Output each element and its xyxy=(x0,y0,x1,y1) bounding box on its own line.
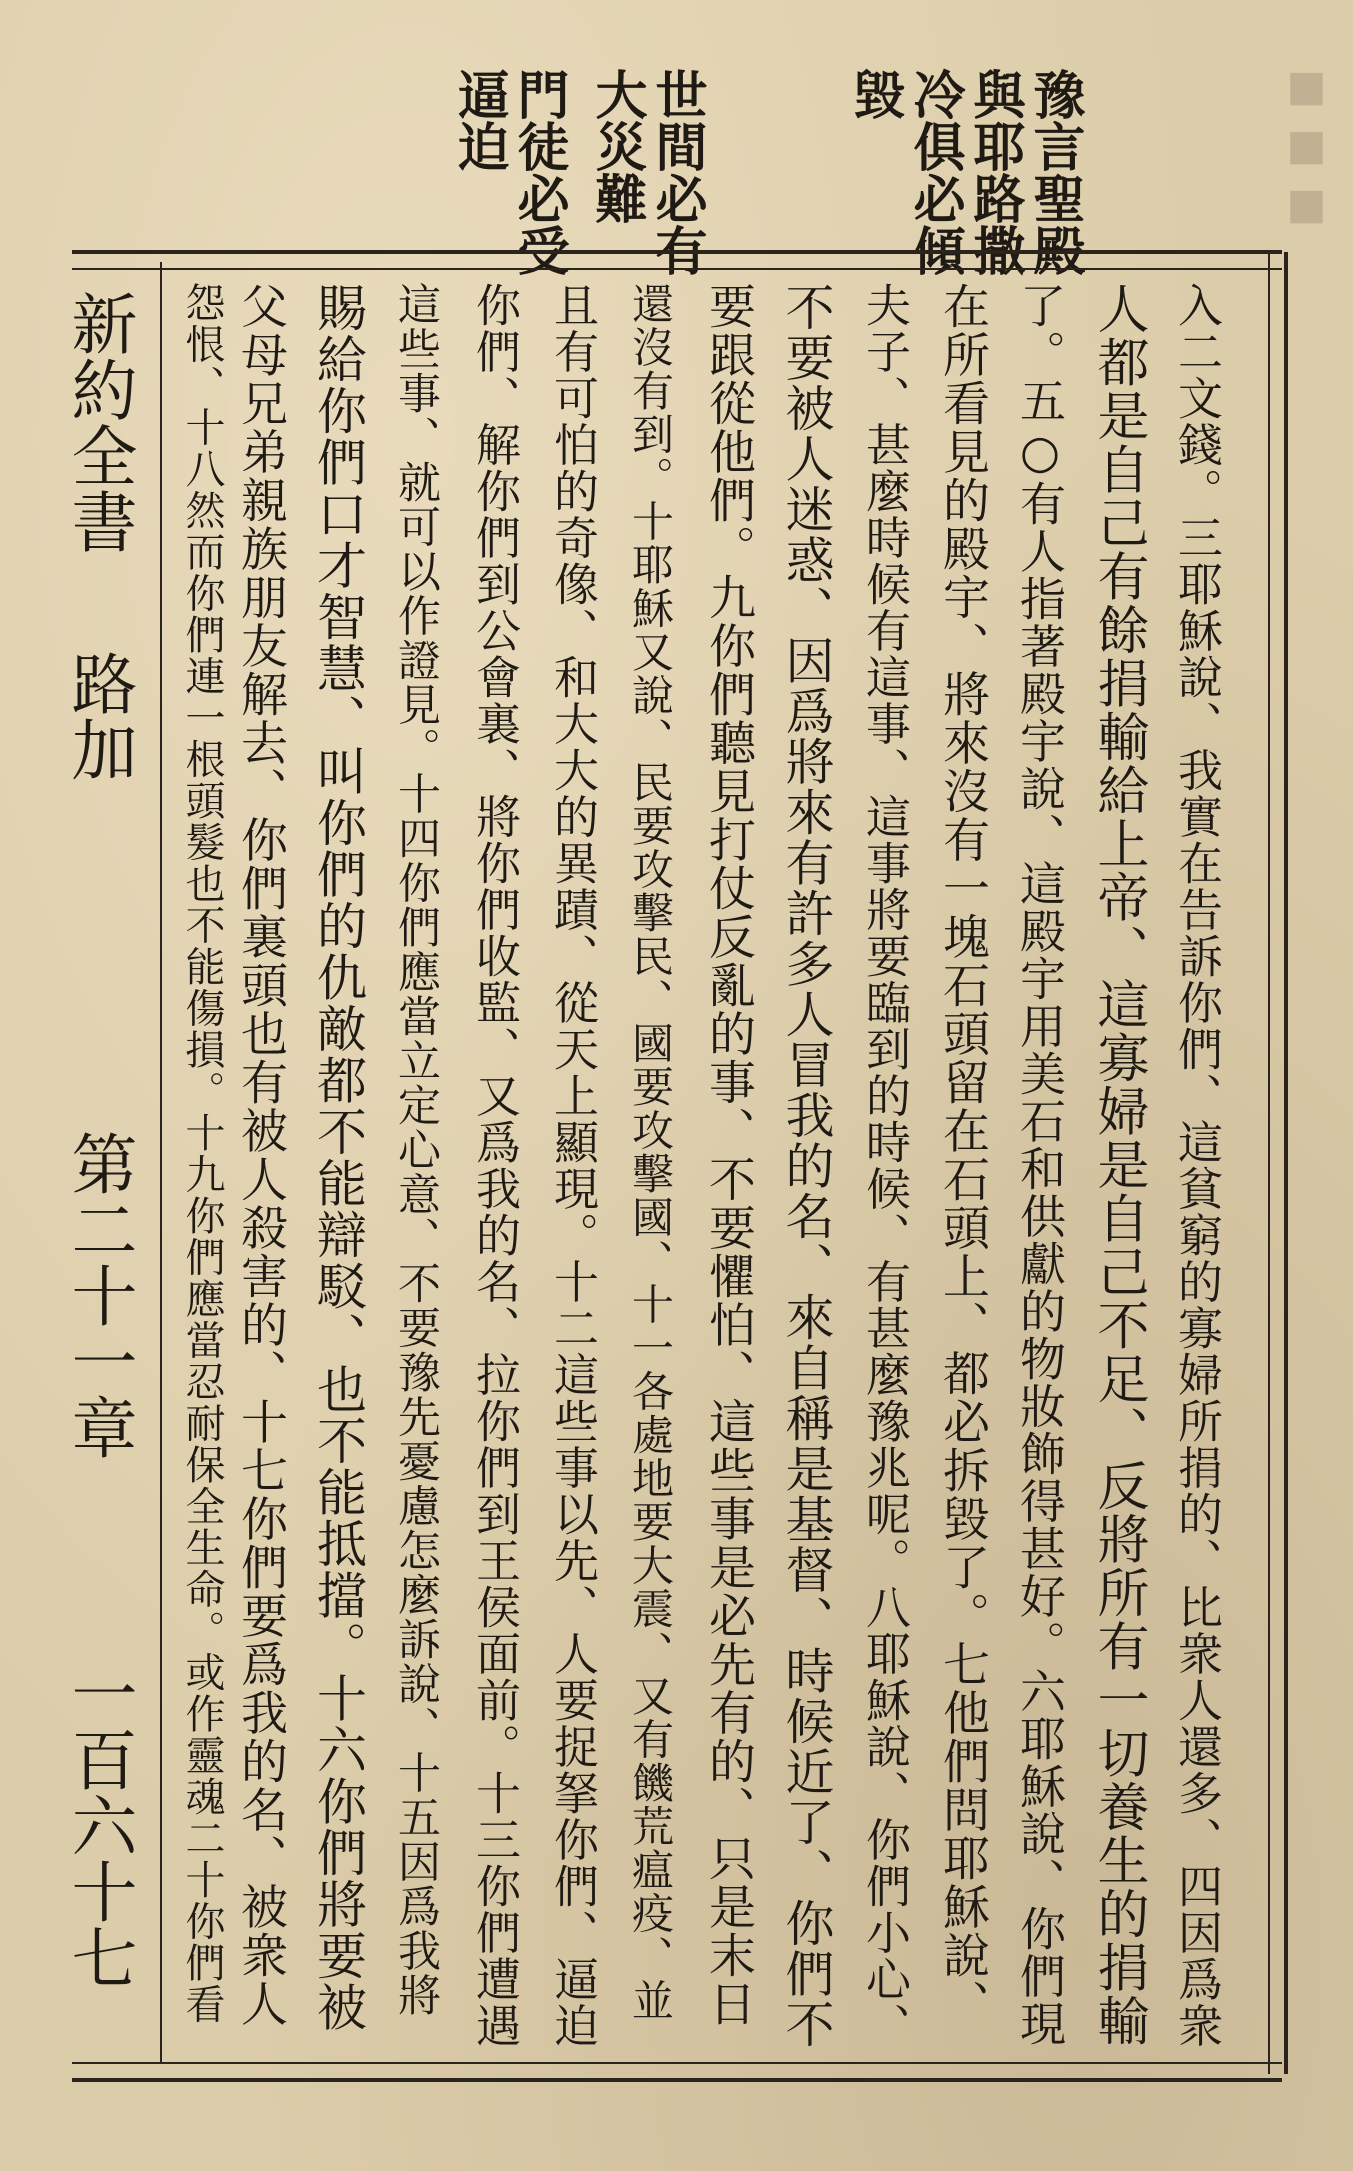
frame-bottom-rule xyxy=(72,2062,1282,2082)
heading-note: 世間必有 xyxy=(646,68,707,276)
text-column: 怨恨、十八然而你們連一根頭髮也不能傷損。十九你們應當忍耐保全生命。或作靈魂二十你們看 xyxy=(179,282,225,2025)
heading-note: 大災難 xyxy=(586,68,647,224)
page-number: 一百六十七 xyxy=(60,1660,137,1990)
book-title: 新約全書 xyxy=(60,290,137,554)
frame-inner-rule xyxy=(160,262,162,2062)
heading-note: 門徒必受 xyxy=(508,68,569,276)
heading-note: 逼迫 xyxy=(448,68,509,172)
book-name: 路加 xyxy=(60,650,137,782)
heading-note: 冷俱必傾 xyxy=(904,68,965,276)
text-column: 你們、解你們到公會裏、將你們收監、又爲我的名、拉你們到王侯面前。十三你們遭遇 xyxy=(468,282,521,2049)
heading-note: 毀 xyxy=(844,68,905,120)
heading-note: 與耶路撒 xyxy=(964,68,1025,276)
text-column: 不要被人迷惑、因爲將來有許多人冒我的名、來自稱是基督、時候近了、你們不 xyxy=(778,282,835,2050)
bleed-through-decoration: ◼◼◼ xyxy=(1277,55,1336,232)
text-column: 在所看見的殿宇、將來沒有一塊石頭留在石頭上、都必拆毀了。七他們問耶穌說、 xyxy=(935,282,990,2028)
text-column: 人都是自己有餘捐輸給上帝、這寡婦是自己不足、反將所有一切養生的捐輸 xyxy=(1088,282,1148,2048)
text-column: 父母兄弟親族朋友解去、你們裏頭也有被人殺害的、十七你們要爲我的名、被衆人 xyxy=(233,282,288,2028)
heading-note: 豫言聖殿 xyxy=(1024,68,1085,276)
frame-right-rule xyxy=(1268,252,1288,2074)
text-column: 賜給你們口才智慧、叫你們的仇敵都不能辯駁、也不能抵擋。十六你們將要被 xyxy=(309,282,367,2033)
text-column: 且有可怕的奇像、和大大的異蹟、從天上顯現。十二這些事以先、人要捉拏你們、逼迫 xyxy=(546,282,599,2049)
text-column: 了。五○有人指著殿宇說、這殿宇用美石和供獻的物妝飾得甚好。六耶穌說、你們現 xyxy=(1013,282,1067,2048)
text-column: 入二文錢。三耶穌說、我實在告訴你們、這貧窮的寡婦所捐的、比衆人還多、四因爲衆 xyxy=(1170,282,1223,2049)
text-column: 夫子、甚麼時候有這事、這事將要臨到的時候、有甚麼豫兆呢。八耶穌說、你們小心、 xyxy=(858,282,911,2049)
text-column: 要跟從他們。九你們聽見打仗反亂的事、不要懼怕、這些事是必先有的、只是末日 xyxy=(701,282,756,2028)
frame-top-rule xyxy=(72,250,1282,270)
text-column: 還沒有到。十耶穌又說、民要攻擊民、國要攻擊國、十一各處地要大震、又有饑荒瘟疫、並 xyxy=(626,282,675,2022)
chapter-label: 第二十一章 xyxy=(60,1130,137,1460)
text-column: 這些事、就可以作證見。十四你們應當立定心意、不要豫先憂慮怎麼訴說、十五因爲我將 xyxy=(391,282,441,2018)
